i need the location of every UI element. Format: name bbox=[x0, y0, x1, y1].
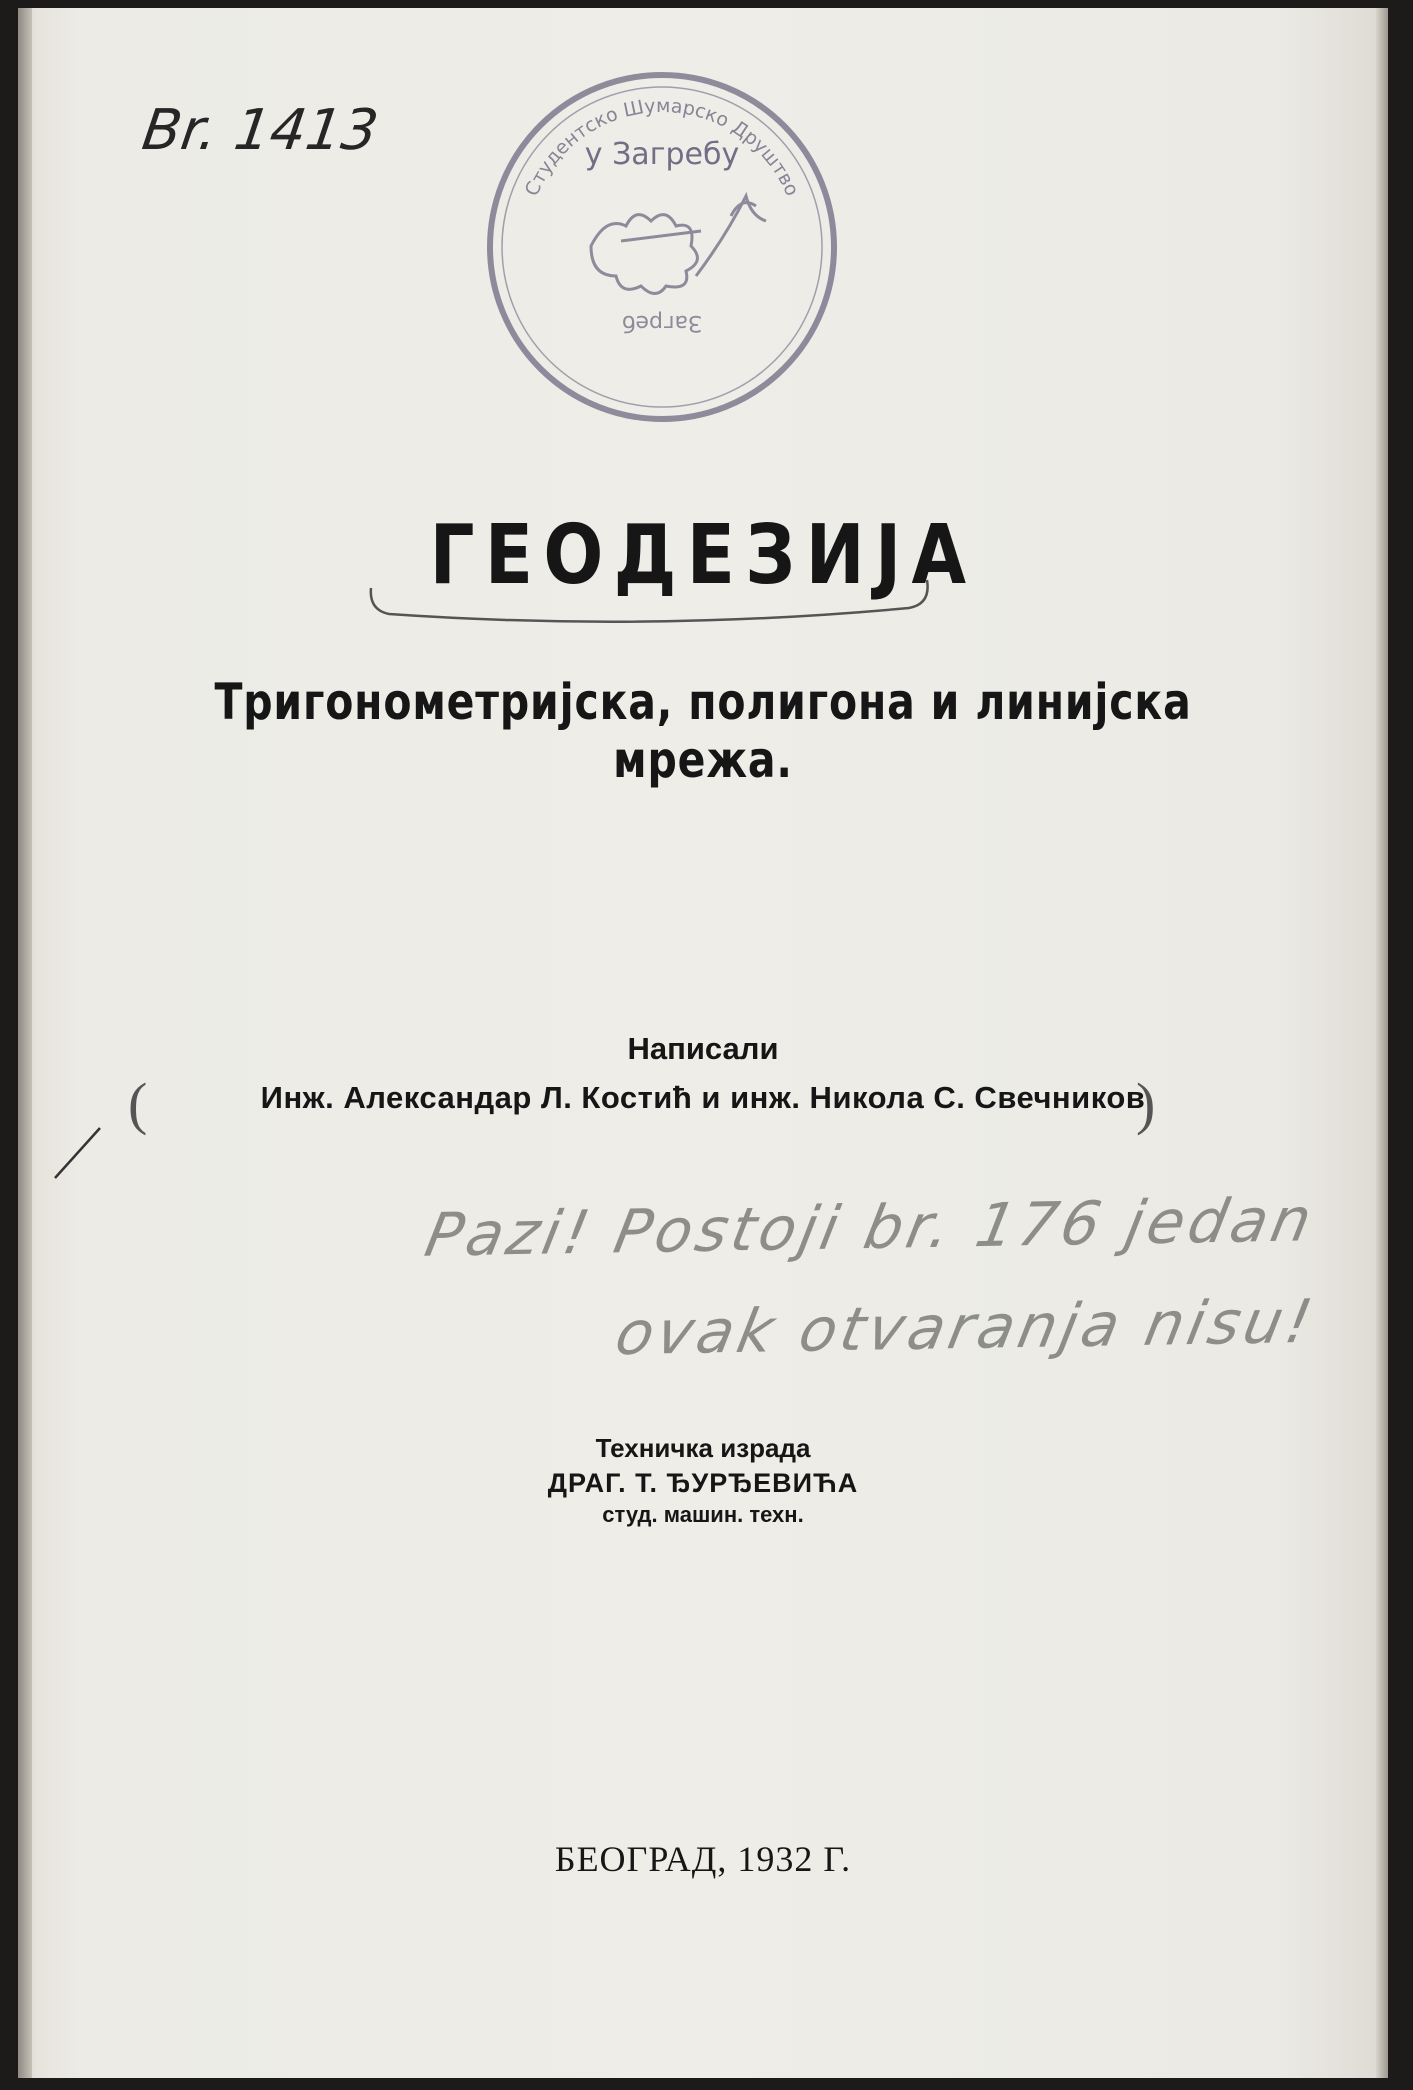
stamp-top-text: Студентско Шумарско Друштво bbox=[520, 94, 804, 200]
title-underline bbox=[363, 548, 943, 648]
book-subtitle: Тригонометријска, полигона и линијска мрежа. bbox=[214, 673, 1192, 789]
technical-credit-title: студ. машин. техн. bbox=[602, 1502, 804, 1527]
inventory-number: Br. 1413 bbox=[138, 98, 382, 163]
authors-heading: Написали bbox=[627, 1031, 779, 1066]
oak-leaf-icon bbox=[591, 196, 766, 294]
stamp-city: у Загребу bbox=[584, 137, 740, 172]
authors-line: Инж. Александар Л. Костић и инж. Никола С. Свечников bbox=[260, 1080, 1146, 1115]
pencil-bracket-left: ( bbox=[128, 1071, 148, 1136]
pencil-note-line-2: ovak otvaranja nisu! bbox=[609, 1286, 1322, 1370]
pencil-mark bbox=[50, 1118, 110, 1198]
place-and-year: БЕОГРАД, 1932 Г. bbox=[554, 1839, 852, 1879]
pencil-bracket-right: ) bbox=[1136, 1071, 1156, 1136]
book-title: ГЕОДЕЗИЈА bbox=[429, 508, 977, 603]
title-page bbox=[18, 8, 1388, 2078]
technical-credit-name: ДРАГ. Т. ЂУРЂЕВИЋА bbox=[547, 1468, 859, 1498]
library-stamp bbox=[481, 66, 843, 428]
pencil-note-line-1: Pazi! Postoji br. 176 jedan bbox=[419, 1185, 1321, 1271]
stamp-bottom-text: Загреб bbox=[621, 310, 703, 335]
technical-credit-label: Техничка израда bbox=[595, 1433, 811, 1463]
